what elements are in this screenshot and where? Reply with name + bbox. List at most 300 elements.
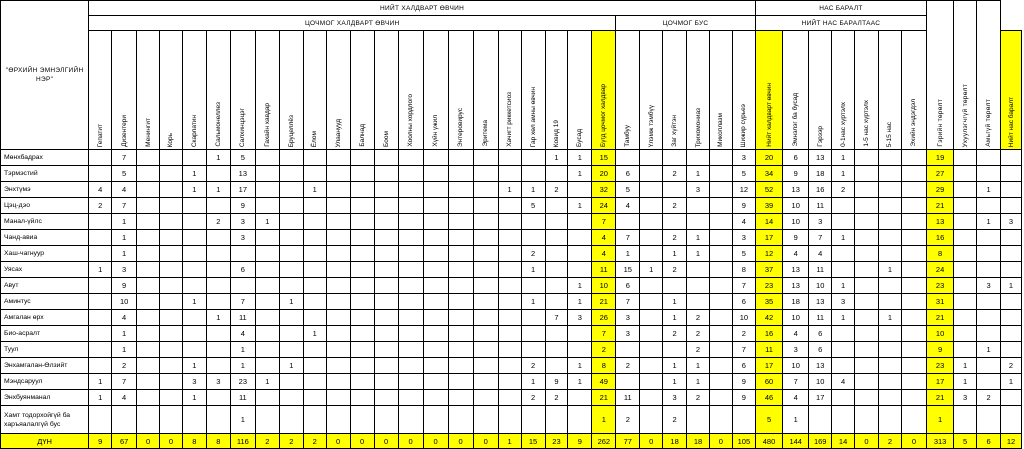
data-cell: 1 xyxy=(687,230,710,246)
data-cell xyxy=(279,230,303,246)
data-cell xyxy=(206,406,230,434)
data-cell xyxy=(160,262,183,278)
data-cell xyxy=(303,262,326,278)
data-cell: 9 xyxy=(732,390,755,406)
data-cell: 5 xyxy=(112,166,137,182)
data-cell xyxy=(977,166,1001,182)
data-cell: 1 xyxy=(279,358,303,374)
data-cell: 16 xyxy=(809,182,832,198)
data-cell: 27 xyxy=(926,166,953,182)
data-cell xyxy=(137,166,160,182)
column-header xyxy=(732,31,755,150)
data-cell xyxy=(687,294,710,310)
data-cell xyxy=(137,278,160,294)
data-cell: 1 xyxy=(663,246,687,262)
data-cell xyxy=(954,246,977,262)
data-cell xyxy=(545,278,568,294)
hospital-name-cell: Энхбуянманал xyxy=(1,390,89,406)
data-cell: 1 xyxy=(521,182,545,198)
data-cell xyxy=(182,230,206,246)
data-cell xyxy=(878,342,901,358)
data-cell xyxy=(89,342,112,358)
data-cell xyxy=(350,214,374,230)
data-cell xyxy=(832,326,855,342)
data-cell xyxy=(568,230,592,246)
data-cell: 1 xyxy=(89,374,112,390)
data-cell: 9 xyxy=(230,198,255,214)
table-row xyxy=(1,198,1022,214)
data-cell: 10 xyxy=(783,358,809,374)
data-cell: 16 xyxy=(926,230,953,246)
data-cell xyxy=(398,358,423,374)
column-header-label: Трихомониаз xyxy=(694,107,702,147)
data-cell: 24 xyxy=(592,198,616,214)
table-row xyxy=(1,310,1022,326)
data-cell xyxy=(423,374,448,390)
data-cell: 11 xyxy=(809,198,832,214)
column-header-label: Боом xyxy=(382,131,390,147)
data-cell xyxy=(160,198,183,214)
data-cell xyxy=(326,150,350,166)
data-cell xyxy=(423,230,448,246)
data-cell: 7 xyxy=(732,278,755,294)
data-cell xyxy=(423,390,448,406)
data-cell xyxy=(160,230,183,246)
column-header-label: Хачигт риккетсиоз xyxy=(506,92,514,147)
data-cell: 1 xyxy=(568,374,592,390)
table-row xyxy=(1,278,1022,294)
data-cell: 1 xyxy=(230,342,255,358)
data-cell xyxy=(448,374,473,390)
data-cell xyxy=(206,326,230,342)
data-cell: 5 xyxy=(732,246,755,262)
data-cell xyxy=(901,406,926,434)
data-cell xyxy=(303,246,326,262)
data-cell: 4 xyxy=(112,310,137,326)
data-cell xyxy=(255,198,279,214)
data-cell xyxy=(1001,166,1022,182)
data-cell xyxy=(326,198,350,214)
data-cell xyxy=(901,182,926,198)
data-cell xyxy=(687,406,710,434)
data-cell xyxy=(374,182,398,198)
column-header xyxy=(687,31,710,150)
data-cell: 1 xyxy=(255,374,279,390)
data-cell: 17 xyxy=(755,230,782,246)
data-cell xyxy=(89,166,112,182)
data-cell: 10 xyxy=(783,214,809,230)
data-cell xyxy=(901,374,926,390)
data-cell xyxy=(448,150,473,166)
data-cell: 1 xyxy=(954,358,977,374)
data-cell xyxy=(255,166,279,182)
infectious-group-header: НИЙТ ХАЛДВАРТ ӨВЧИН xyxy=(89,1,756,16)
total-cell: 0 xyxy=(473,434,498,449)
data-cell xyxy=(303,230,326,246)
data-cell xyxy=(350,310,374,326)
data-cell xyxy=(709,326,732,342)
data-cell xyxy=(1001,294,1022,310)
data-cell xyxy=(448,246,473,262)
data-cell xyxy=(374,150,398,166)
data-cell xyxy=(279,390,303,406)
data-cell xyxy=(255,326,279,342)
data-cell: 16 xyxy=(755,326,782,342)
column-header-label: Тамбуу xyxy=(624,125,632,147)
column-header-label: 1-5 нас хүртэлх xyxy=(863,100,870,147)
data-cell xyxy=(855,230,879,246)
data-cell xyxy=(473,342,498,358)
table-row xyxy=(1,230,1022,246)
data-cell xyxy=(855,342,879,358)
data-cell xyxy=(954,326,977,342)
data-cell xyxy=(206,230,230,246)
data-cell xyxy=(255,262,279,278)
data-cell xyxy=(832,406,855,434)
data-cell xyxy=(901,166,926,182)
table-row xyxy=(1,358,1022,374)
data-cell: 15 xyxy=(592,150,616,166)
data-cell xyxy=(901,294,926,310)
data-cell xyxy=(521,326,545,342)
data-cell xyxy=(374,294,398,310)
data-cell xyxy=(977,230,1001,246)
column-header xyxy=(640,31,663,150)
data-cell xyxy=(473,214,498,230)
data-cell: 46 xyxy=(755,390,782,406)
data-cell xyxy=(640,294,663,310)
total-cell: 0 xyxy=(855,434,879,449)
data-cell xyxy=(137,230,160,246)
data-cell: 2 xyxy=(663,326,687,342)
data-cell xyxy=(89,358,112,374)
data-cell: 10 xyxy=(926,326,953,342)
data-cell xyxy=(160,326,183,342)
total-cell: 2 xyxy=(279,434,303,449)
column-header-label: Нийт халдварт өвчин xyxy=(765,83,773,147)
data-cell xyxy=(954,262,977,278)
data-cell xyxy=(423,182,448,198)
total-cell: 2 xyxy=(303,434,326,449)
data-cell xyxy=(303,166,326,182)
total-cell: 23 xyxy=(545,434,568,449)
data-cell xyxy=(279,198,303,214)
data-cell xyxy=(640,278,663,294)
data-cell xyxy=(498,230,521,246)
data-cell: 5 xyxy=(755,406,782,434)
data-cell xyxy=(137,406,160,434)
data-cell xyxy=(303,390,326,406)
data-cell xyxy=(616,214,640,230)
data-cell: 1 xyxy=(89,390,112,406)
data-cell xyxy=(901,278,926,294)
data-cell xyxy=(160,390,183,406)
data-cell xyxy=(374,246,398,262)
data-cell xyxy=(954,182,977,198)
data-cell xyxy=(855,278,879,294)
data-cell xyxy=(878,278,901,294)
total-cell: 2 xyxy=(255,434,279,449)
data-cell: 1 xyxy=(182,182,206,198)
data-cell xyxy=(89,294,112,310)
data-cell xyxy=(160,294,183,310)
data-cell xyxy=(640,406,663,434)
data-cell xyxy=(473,278,498,294)
death-subgroup-header: НИЙТ НАС БАРАЛТААС xyxy=(755,16,926,31)
data-cell xyxy=(326,406,350,434)
data-cell xyxy=(255,342,279,358)
data-cell xyxy=(137,150,160,166)
total-cell: 0 xyxy=(374,434,398,449)
data-cell xyxy=(350,278,374,294)
data-cell: 3 xyxy=(954,390,977,406)
data-cell xyxy=(374,342,398,358)
column-header-label: Менингит xyxy=(144,118,152,147)
data-cell: 3 xyxy=(732,230,755,246)
data-cell: 7 xyxy=(616,230,640,246)
data-cell xyxy=(398,182,423,198)
data-cell xyxy=(206,342,230,358)
data-cell xyxy=(423,150,448,166)
data-cell xyxy=(878,374,901,390)
data-cell xyxy=(160,342,183,358)
total-cell: 18 xyxy=(663,434,687,449)
column-header-label: Гахайн хавдар xyxy=(263,103,271,147)
data-cell xyxy=(137,294,160,310)
data-cell xyxy=(137,390,160,406)
data-cell xyxy=(137,374,160,390)
data-cell: 3 xyxy=(1001,214,1022,230)
data-cell xyxy=(640,310,663,326)
column-header xyxy=(350,31,374,150)
data-cell xyxy=(206,198,230,214)
data-cell: 17 xyxy=(230,182,255,198)
data-cell xyxy=(855,390,879,406)
column-header xyxy=(374,31,398,150)
column-header-label: Бүгд цочмог халдвар xyxy=(600,84,608,147)
data-cell: 7 xyxy=(545,310,568,326)
data-cell xyxy=(137,246,160,262)
data-cell: 21 xyxy=(926,390,953,406)
data-cell xyxy=(374,390,398,406)
data-cell xyxy=(709,294,732,310)
column-header xyxy=(901,31,926,150)
data-cell xyxy=(498,278,521,294)
data-cell xyxy=(954,310,977,326)
data-cell: 21 xyxy=(592,294,616,310)
data-cell: 60 xyxy=(755,374,782,390)
column-header xyxy=(112,31,137,150)
column-header-label: Ёлом xyxy=(311,130,319,147)
data-cell xyxy=(89,246,112,262)
data-cell: 7 xyxy=(230,294,255,310)
data-cell: 7 xyxy=(112,198,137,214)
data-cell: 7 xyxy=(616,294,640,310)
data-cell xyxy=(640,246,663,262)
table-row xyxy=(1,406,1022,434)
data-cell xyxy=(350,198,374,214)
data-cell xyxy=(448,278,473,294)
data-cell: 2 xyxy=(663,230,687,246)
column-header-label: 5-15 нас xyxy=(886,121,894,147)
data-cell xyxy=(89,326,112,342)
data-cell xyxy=(1001,230,1022,246)
data-cell: 2 xyxy=(687,390,710,406)
column-header xyxy=(878,31,901,150)
column-header xyxy=(255,31,279,150)
data-cell xyxy=(350,182,374,198)
data-cell xyxy=(709,390,732,406)
data-cell xyxy=(374,310,398,326)
data-cell xyxy=(182,278,206,294)
data-cell xyxy=(473,390,498,406)
total-cell: 6 xyxy=(977,434,1001,449)
column-header-label: Нийт нас баралт xyxy=(1007,96,1015,147)
data-cell xyxy=(206,262,230,278)
data-cell xyxy=(545,166,568,182)
data-cell: 23 xyxy=(926,278,953,294)
data-cell xyxy=(398,230,423,246)
data-cell xyxy=(206,166,230,182)
column-header xyxy=(473,31,498,150)
data-cell xyxy=(687,150,710,166)
data-cell xyxy=(498,198,521,214)
data-cell: 1 xyxy=(182,166,206,182)
data-cell xyxy=(1001,198,1022,214)
data-cell xyxy=(977,294,1001,310)
data-cell xyxy=(640,230,663,246)
data-cell xyxy=(350,150,374,166)
data-cell: 1 xyxy=(687,374,710,390)
hospital-name-cell: Аминтус xyxy=(1,294,89,310)
data-cell xyxy=(901,150,926,166)
data-cell: 2 xyxy=(977,390,1001,406)
data-cell xyxy=(374,326,398,342)
data-cell xyxy=(374,278,398,294)
data-cell xyxy=(568,182,592,198)
data-cell xyxy=(137,326,160,342)
data-cell xyxy=(326,262,350,278)
data-cell xyxy=(832,214,855,230)
data-cell xyxy=(640,166,663,182)
data-cell xyxy=(901,198,926,214)
column-header xyxy=(783,31,809,150)
data-cell: 1 xyxy=(182,294,206,310)
data-cell xyxy=(279,262,303,278)
data-cell: 7 xyxy=(783,374,809,390)
data-cell: 20 xyxy=(592,166,616,182)
data-cell xyxy=(182,246,206,262)
data-cell xyxy=(160,358,183,374)
data-cell xyxy=(398,390,423,406)
data-cell xyxy=(521,230,545,246)
data-cell xyxy=(255,358,279,374)
data-cell xyxy=(901,262,926,278)
data-cell: 1 xyxy=(230,358,255,374)
data-cell: 31 xyxy=(926,294,953,310)
data-cell xyxy=(137,358,160,374)
data-cell: 7 xyxy=(112,374,137,390)
hospital-name-cell: Мөнхбадрах xyxy=(1,150,89,166)
column-header-label: Энтеровирус xyxy=(457,107,465,147)
data-cell: 12 xyxy=(732,182,755,198)
column-header xyxy=(809,31,832,150)
data-cell: 1 xyxy=(303,182,326,198)
column-header-label: Корь xyxy=(167,132,175,147)
data-cell: 2 xyxy=(687,326,710,342)
data-cell xyxy=(448,326,473,342)
data-cell xyxy=(160,310,183,326)
data-cell xyxy=(545,406,568,434)
data-cell xyxy=(160,182,183,198)
column-header-label: Үлэмж тэмбүү xyxy=(647,104,655,147)
data-cell xyxy=(545,342,568,358)
data-cell xyxy=(182,342,206,358)
column-header-label: Хүйн үжил xyxy=(432,115,440,147)
data-cell: 9 xyxy=(112,278,137,294)
total-cell: 0 xyxy=(901,434,926,449)
data-cell xyxy=(855,214,879,230)
data-cell: 9 xyxy=(926,342,953,358)
data-cell: 11 xyxy=(230,390,255,406)
data-cell: 19 xyxy=(926,150,953,166)
data-cell xyxy=(878,198,901,214)
table-row xyxy=(1,342,1022,358)
data-cell xyxy=(832,390,855,406)
data-cell: 1 xyxy=(663,374,687,390)
data-cell xyxy=(374,214,398,230)
data-cell: 6 xyxy=(230,262,255,278)
data-cell xyxy=(303,278,326,294)
data-cell: 1 xyxy=(206,182,230,198)
data-cell: 4 xyxy=(592,246,616,262)
data-cell xyxy=(326,246,350,262)
total-cell: 77 xyxy=(616,434,640,449)
total-cell: 67 xyxy=(112,434,137,449)
hospital-name-header: "ӨРХИЙН ЭМНЭЛГИЙН НЭР" xyxy=(1,1,89,150)
data-cell xyxy=(137,342,160,358)
total-cell: 14 xyxy=(832,434,855,449)
column-header xyxy=(89,31,112,150)
data-cell: 11 xyxy=(809,310,832,326)
data-cell xyxy=(687,198,710,214)
data-cell xyxy=(977,262,1001,278)
data-cell: 18 xyxy=(783,294,809,310)
column-header xyxy=(709,31,732,150)
data-cell xyxy=(855,374,879,390)
data-cell: 2 xyxy=(687,310,710,326)
table-row xyxy=(1,182,1022,198)
data-cell xyxy=(977,198,1001,214)
data-cell: 1 xyxy=(687,246,710,262)
data-cell: 17 xyxy=(809,390,832,406)
data-cell xyxy=(1001,406,1022,434)
data-cell: 5 xyxy=(616,182,640,198)
data-cell: 1 xyxy=(182,358,206,374)
data-cell xyxy=(448,358,473,374)
data-cell xyxy=(279,406,303,434)
data-cell xyxy=(568,262,592,278)
data-cell xyxy=(498,390,521,406)
data-cell xyxy=(878,294,901,310)
column-header-label: Хоолны хордлого xyxy=(407,94,415,147)
data-cell xyxy=(398,246,423,262)
data-cell: 10 xyxy=(809,278,832,294)
data-cell: 13 xyxy=(783,182,809,198)
hospital-name-cell: Уясах xyxy=(1,262,89,278)
data-cell xyxy=(255,294,279,310)
header-row-columns xyxy=(1,31,1022,150)
